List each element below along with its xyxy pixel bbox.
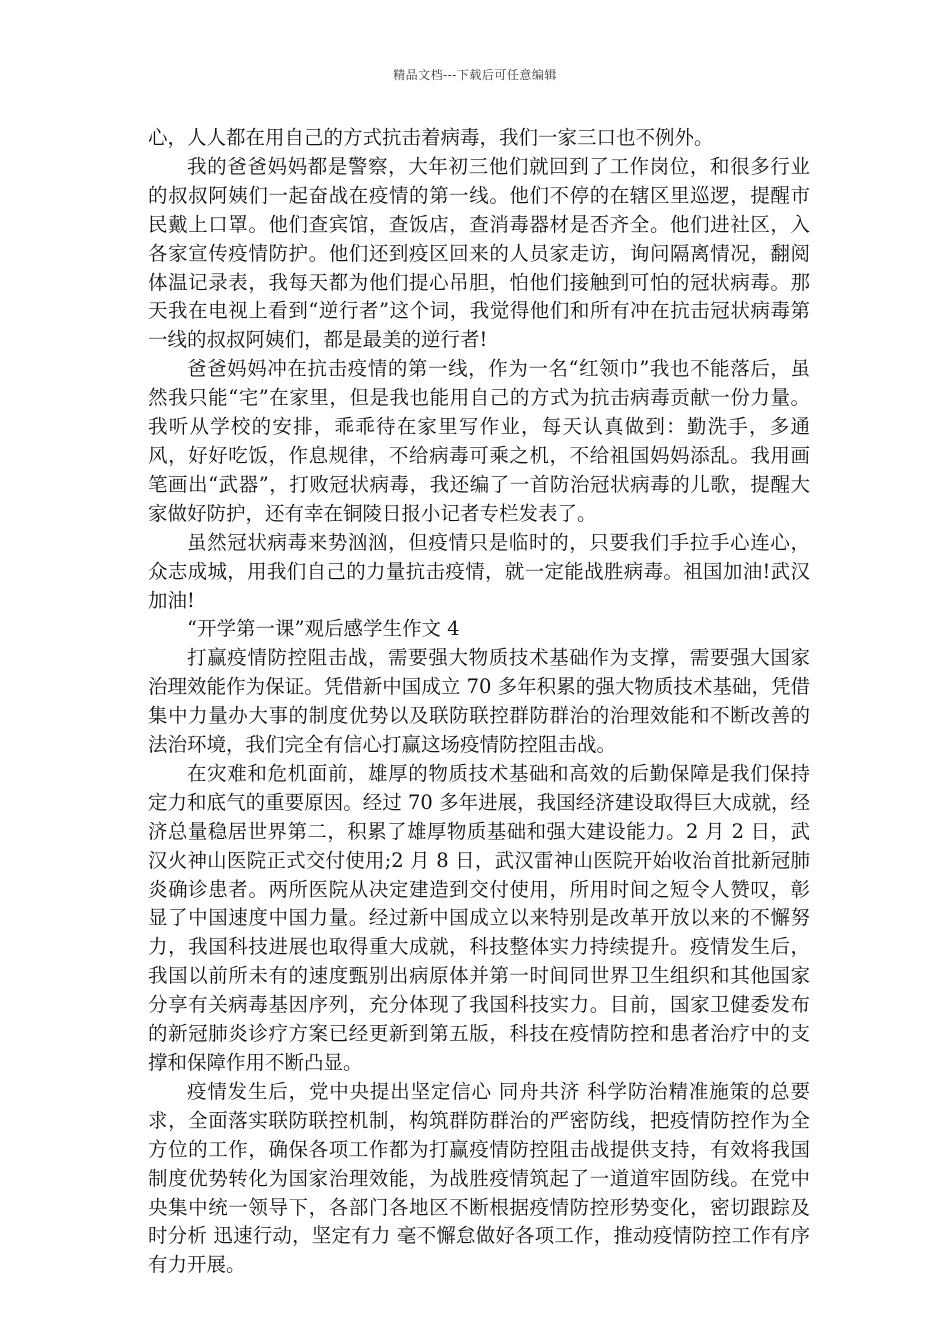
section-title: “开学第一课”观后感学生作文 4 [187, 617, 460, 641]
paragraph: 我的爸爸妈妈都是警察，大年初三他们就回到了工作岗位，和很多行业的叔叔阿姨们一起奋战在疫情的第一线。他们不停的在辖区里巡逻，提醒市民戴上口罩。他们查宾馆，查饭店，查消毒器材是否齐全。他们进社区，入各家宣传疫情防护。他们还到疫区回来的人员家走访，询问隔离情况，翻阅体温记录表，我每天都为他们提心吊胆，怕他们接触到可怕的冠状病毒。那天我在电视上看到“逆行者”这个词，我觉得他们和所有冲在抗击冠状病毒第一线的叔叔阿姨们，都是最美的逆行者! [148, 154, 810, 352]
paragraph: 打赢疫情防控阻击战，需要强大物质技术基础作为支撑，需要强大国家治理效能作为保证。凭借新中国成立 70 多年积累的强大物质技术基础，凭借集中力量办大事的制度优势以及联防联控群防群治的治理效能和不断改善的法治环境，我们完全有信心打赢这场疫情防控阻击战。 [148, 646, 810, 757]
paragraph: 虽然冠状病毒来势汹汹，但疫情只是临时的，只要我们手拉手心连心，众志成城，用我们自己的力量抗击疫情，就一定能战胜病毒。祖国加油!武汉加油! [148, 530, 810, 612]
page-header: 精品文档---下载后可任意编辑 [393, 68, 557, 82]
paragraph: 爸爸妈妈冲在抗击疫情的第一线，作为一名“红领巾”我也不能落后，虽然我只能“宅”在家里，但是我也能用自己的方式为抗击病毒贡献一份力量。我听从学校的安排，乖乖待在家里写作业，每天认真做到：勤洗手，多通风，好好吃饭，作息规律，不给病毒可乘之机，不给祖国妈妈添乱。我用画笔画出“武器”，打败冠状病毒，我还编了一首防治冠状病毒的儿歌，提醒大家做好防护，还有幸在铜陵日报小记者专栏发表了。 [148, 357, 810, 525]
paragraph: 在灾难和危机面前，雄厚的物质技术基础和高效的后勤保障是我们保持定力和底气的重要原因。经过 70 多年进展，我国经济建设取得巨大成就，经济总量稳居世界第二，积累了雄厚物质基础和强大建设能力。2 月 2 日，武汉火神山医院正式交付使用;2 月 8 日，武汉雷神山医院开始收治首批新冠肺炎确诊患者。两所医院从决定建造到交付使用，所用时间之短令人赞叹，彰显了中国速度中国力量。经过新中国成立以来特别是改革开放以来的不懈努力，我国科技进展也取得重大成就，科技整体实力持续提升。疫情发生后，我国以前所未有的速度甄别出病原体并第一时间同世界卫生组织和其他国家分享有关病毒基因序列，充分体现了我国科技实力。目前，国家卫健委发布的新冠肺炎诊疗方案已经更新到第五版，科技在疫情防控和患者治疗中的支撑和保障作用不断凸显。 [148, 761, 810, 1074]
paragraph: 心，人人都在用自己的方式抗击着病毒，我们一家三口也不例外。 [148, 126, 714, 149]
paragraph: 疫情发生后，党中央提出坚定信心 同舟共济 科学防治精准施策的总要求，全面落实联防联控机制，构筑群防群治的严密防线，把疫情防控作为全方位的工作，确保各项工作都为打赢疫情防控阻击战提供支持，有效将我国制度优势转化为国家治理效能，为战胜疫情筑起了一道道牢固防线。在党中央集中统一领导下，各部门各地区不断根据疫情防控形势变化，密切跟踪及时分析 迅速行动，坚定有力 毫不懈怠做好各项工作，推动疫情防控工作有序有力开展。 [148, 1079, 810, 1277]
document-body [148, 124, 810, 1280]
